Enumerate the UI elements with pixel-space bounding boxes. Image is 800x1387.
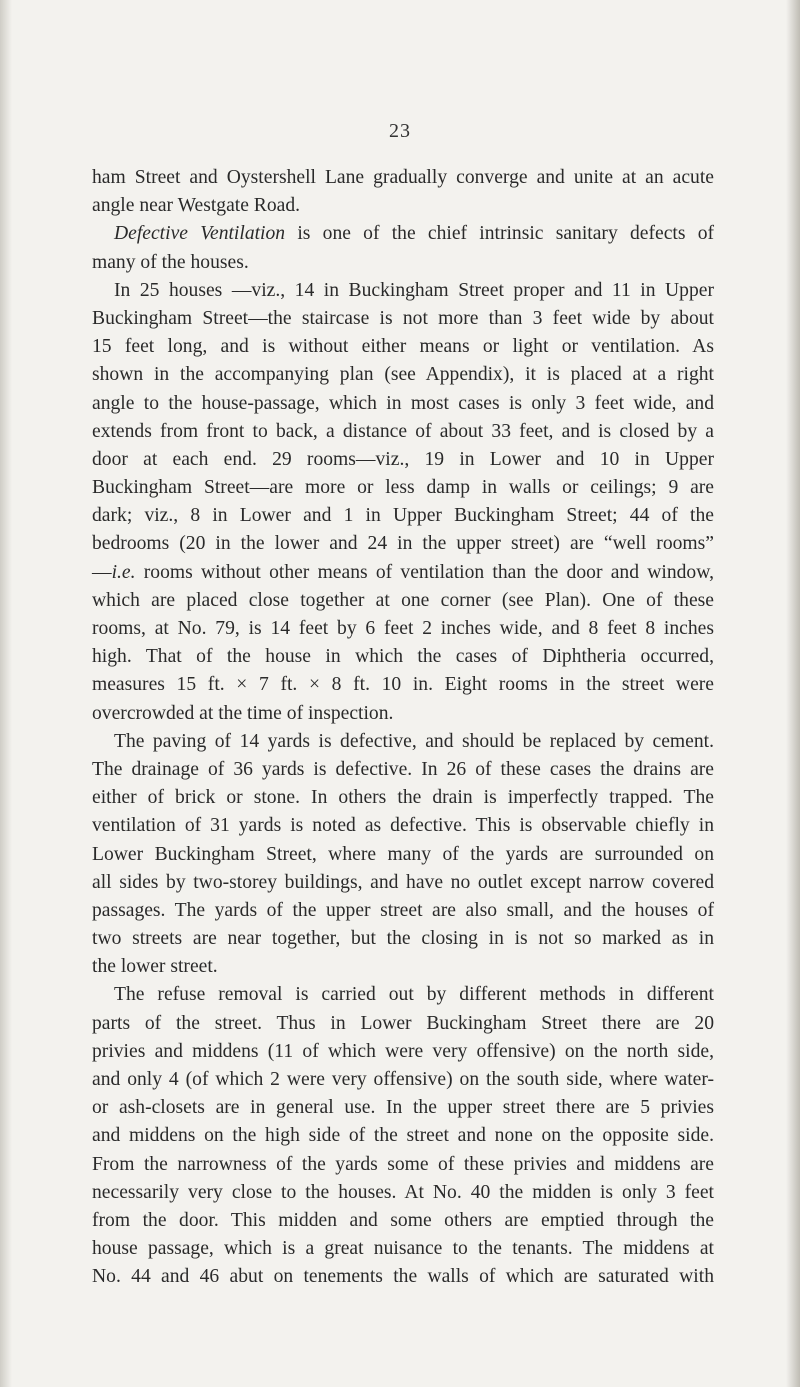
text-line: [92, 530, 714, 558]
text-line-content: The refuse removal is carried out by different methods in different: [114, 984, 714, 1006]
text-line: [92, 756, 714, 784]
text-line-content: overcrowded at the time of inspection.: [92, 702, 394, 724]
text-line: [92, 1094, 714, 1122]
italic-text: Defective Ventilation: [114, 223, 286, 245]
text-line-content: many of the houses.: [92, 251, 249, 273]
text-line: [92, 502, 714, 530]
text-line: [92, 897, 714, 925]
body-text: [92, 164, 714, 1292]
text-line: [92, 784, 714, 812]
text-line: [92, 192, 714, 220]
text-line: [92, 1010, 714, 1038]
text-line-content: the lower street.: [92, 956, 218, 978]
text-line: [92, 1151, 714, 1179]
text-line-content: parts of the street. Thus in Lower Buckingham Street there are 20: [92, 1012, 714, 1034]
text-line-content: passages. The yards of the upper street are also small, and the houses of: [92, 899, 714, 921]
text-line-content: measures 15 ft. × 7 ft. × 8 ft. 10 in. Eight rooms in the street were: [92, 674, 714, 696]
text-line-content: shown in the accompanying plan (see Appendix), it is placed at a right: [92, 364, 714, 386]
text-line: [92, 925, 714, 953]
text-line: [92, 700, 714, 728]
text-line: [92, 981, 714, 1009]
text-line-content: rooms, at No. 79, is 14 feet by 6 feet 2 inches wide, and 8 feet 8 inches: [92, 618, 714, 639]
text-line: [92, 390, 714, 418]
text-line: [92, 249, 714, 277]
text-line-content: ham Street and Oystershell Lane gradually converge and unite at an acute: [92, 167, 714, 188]
text-line-content: dark; viz., 8 in Lower and 1 in Upper Buckingham Street; 44 of the: [92, 505, 714, 527]
page-left-edge: [0, 0, 12, 1387]
text-line-content: ventilation of 31 yards is noted as defective. This is observable chiefly in: [92, 815, 714, 837]
text-line-content: 15 feet long, and is without either means or light or ventilation. As: [92, 336, 714, 358]
text-line-content: No. 44 and 46 abut on tenements the walls of which are saturated with: [92, 1266, 714, 1288]
text-line-content: which are placed close together at one corner (see Plan). One of these: [92, 589, 714, 611]
text-line-content: The paving of 14 yards is defective, and should be replaced by cement.: [114, 730, 714, 752]
text-line-prefix: —: [92, 561, 112, 583]
text-line-content: two streets are near together, but the closing in is not so marked as in: [92, 928, 714, 950]
text-line: [92, 220, 714, 248]
text-line: [92, 474, 714, 502]
text-line-content: angle near Westgate Road.: [92, 195, 301, 217]
text-line: [92, 812, 714, 840]
page-number: 23: [389, 120, 411, 142]
text-line: [92, 869, 714, 897]
text-line: [92, 1066, 714, 1094]
text-line: [92, 1179, 714, 1207]
text-line-content: angle to the house-passage, which in most cases is only 3 feet wide, and: [92, 392, 714, 414]
text-line-content: The drainage of 36 yards is defective. In 26 of these cases the drains are: [92, 758, 714, 780]
text-line: [92, 643, 714, 671]
text-line: [92, 728, 714, 756]
text-line-content: and middens on the high side of the street and none on the opposite side.: [92, 1125, 714, 1147]
text-line-content: and only 4 (of which 2 were very offensive) on the south side, where water-: [92, 1069, 714, 1090]
text-line: [92, 446, 714, 474]
text-line: [92, 418, 714, 446]
text-line: [92, 615, 714, 643]
text-line: [92, 587, 714, 615]
text-line-content: either of brick or stone. In others the drain is imperfectly trapped. The: [92, 787, 714, 809]
text-line-content: bedrooms (20 in the lower and 24 in the upper street) are “well rooms”: [92, 533, 714, 555]
text-line: [92, 953, 714, 981]
text-line: [92, 1263, 714, 1291]
italic-text: i.e.: [111, 561, 136, 583]
text-line: [92, 841, 714, 869]
text-line: [92, 164, 714, 192]
text-line-content: from the door. This midden and some others are emptied through the: [92, 1209, 714, 1231]
text-line-content: Buckingham Street—are more or less damp in walls or ceilings; 9 are: [92, 477, 714, 499]
text-line-content: In 25 houses —viz., 14 in Buckingham Street proper and 11 in Upper: [114, 279, 714, 301]
text-line-content: rooms without other means of ventilation than the door and window,: [135, 561, 714, 583]
text-line-content: is one of the chief intrinsic sanitary defects of: [285, 223, 715, 245]
text-line-content: privies and middens (11 of which were very offensive) on the north side,: [92, 1040, 714, 1062]
text-line-content: or ash-closets are in general use. In the upper street there are 5 privies: [92, 1097, 714, 1119]
text-line: [92, 1235, 714, 1263]
text-line: [92, 1207, 714, 1235]
text-line: [92, 559, 714, 587]
text-line-content: From the narrowness of the yards some of these privies and middens are: [92, 1153, 714, 1175]
text-line-content: house passage, which is a great nuisance to the tenants. The middens at: [92, 1238, 714, 1260]
text-line-content: door at each end. 29 rooms—viz., 19 in Lower and 10 in Upper: [92, 448, 714, 470]
text-line-content: necessarily very close to the houses. At No. 40 the midden is only 3 feet: [92, 1181, 714, 1203]
text-line: [92, 1122, 714, 1150]
page-right-edge: [786, 0, 800, 1387]
text-line-content: Buckingham Street—the staircase is not more than 3 feet wide by about: [92, 307, 714, 329]
text-line-content: extends from front to back, a distance of about 33 feet, and is closed by a: [92, 420, 714, 442]
text-line: [92, 671, 714, 699]
text-line-content: high. That of the house in which the cases of Diphtheria occurred,: [92, 646, 714, 668]
text-line: [92, 277, 714, 305]
text-line: [92, 305, 714, 333]
text-line: [92, 333, 714, 361]
text-line: [92, 361, 714, 389]
text-line-content: all sides by two-storey buildings, and have no outlet except narrow covered: [92, 871, 714, 893]
text-line-content: Lower Buckingham Street, where many of the yards are surrounded on: [92, 843, 714, 865]
text-line: [92, 1038, 714, 1066]
